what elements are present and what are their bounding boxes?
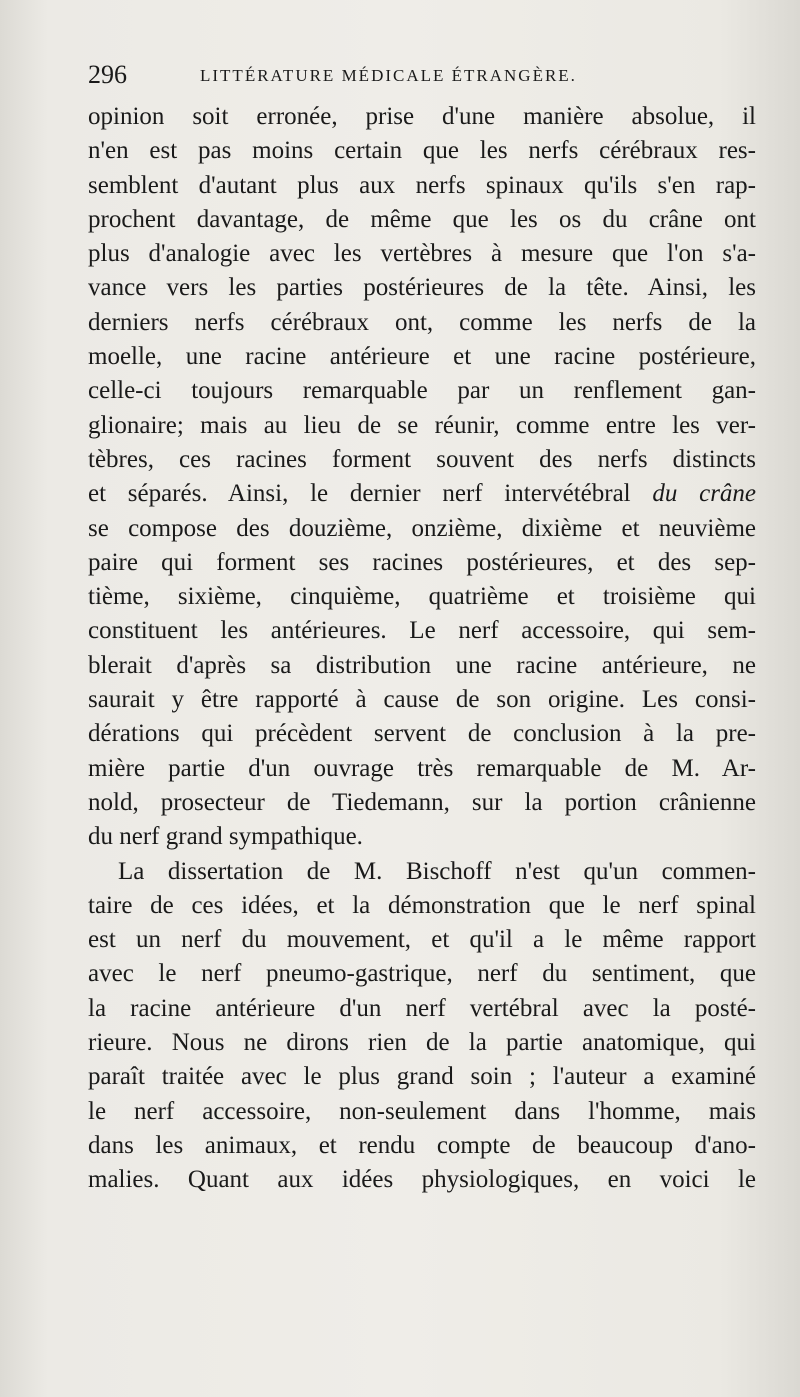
text-line: opinion soit erronée, prise d'une manière absolue, il — [88, 103, 756, 130]
text-line: blerait d'après sa distribution une racine antérieure, ne — [88, 651, 756, 679]
running-head — [88, 62, 748, 88]
text-line: est un nerf du mouvement, et qu'il a le même rapport — [88, 926, 756, 954]
text-line: rieure. Nous ne dirons rien de la partie anatomique, qui — [88, 1029, 756, 1057]
text-line: le nerf accessoire, non-seulement dans l'homme, mais — [88, 1097, 756, 1125]
text-line: du nerf grand sympathique. — [88, 823, 363, 851]
text-line: La dissertation de M. Bischoff n'est qu'un commen- — [118, 857, 756, 885]
text-line: semblent d'autant plus aux nerfs spinaux qu'ils s'en rap- — [88, 171, 756, 199]
text-line: tième, sixième, cinquième, quatrième et troisième qui — [88, 583, 756, 611]
text-line: se compose des douzième, onzième, dixième et neuvième — [88, 514, 756, 542]
page-number: 296 — [88, 60, 127, 89]
text-line: celle-ci toujours remarquable par un renflement gan- — [88, 377, 756, 405]
text-line: taire de ces idées, et la démonstration que le nerf spinal — [88, 891, 756, 919]
text-line: plus d'analogie avec les vertèbres à mesure que l'on s'a- — [88, 240, 756, 268]
text-line: constituent les antérieures. Le nerf accessoire, qui sem- — [88, 617, 756, 645]
body-text — [88, 100, 756, 1198]
text-line: moelle, une racine antérieure et une racine postérieure, — [88, 343, 756, 371]
text-line: tèbres, ces racines forment souvent des nerfs distincts — [88, 445, 756, 473]
text-line: vance vers les parties postérieures de la tête. Ainsi, les — [88, 274, 756, 302]
text-line: saurait y être rapporté à cause de son origine. Les consi- — [88, 686, 756, 714]
text-line: malies. Quant aux idées physiologiques, en voici le — [88, 1166, 756, 1194]
text-line-with-italic — [88, 477, 756, 511]
running-title: LITTÉRATURE MÉDICALE ÉTRANGÈRE. — [200, 66, 577, 85]
text-line: prochent davantage, de même que les os du crâne ont — [88, 205, 756, 233]
text-line: n'en est pas moins certain que les nerfs cérébraux res- — [88, 137, 756, 165]
text-line: mière partie d'un ouvrage très remarquable de M. Ar- — [88, 754, 756, 782]
text-line: nold, prosecteur de Tiedemann, sur la portion crânienne — [88, 788, 756, 816]
text-line-segment: et séparés. Ainsi, le dernier nerf intervétébral — [88, 480, 631, 508]
italic-phrase: du crâne — [652, 480, 756, 508]
text-line: dérations qui précèdent servent de conclusion à la pre- — [88, 720, 756, 748]
text-line: paire qui forment ses racines postérieures, et des sep- — [88, 548, 756, 576]
text-line: dans les animaux, et rendu compte de beaucoup d'ano- — [88, 1131, 756, 1159]
text-line: la racine antérieure d'un nerf vertébral avec la posté- — [88, 994, 756, 1022]
text-line: derniers nerfs cérébraux ont, comme les nerfs de la — [88, 308, 756, 336]
text-line: paraît traitée avec le plus grand soin ; l'auteur a examiné — [88, 1063, 756, 1091]
text-line: avec le nerf pneumo-gastrique, nerf du sentiment, que — [88, 960, 756, 988]
text-line: glionaire; mais au lieu de se réunir, comme entre les ver- — [88, 411, 756, 439]
